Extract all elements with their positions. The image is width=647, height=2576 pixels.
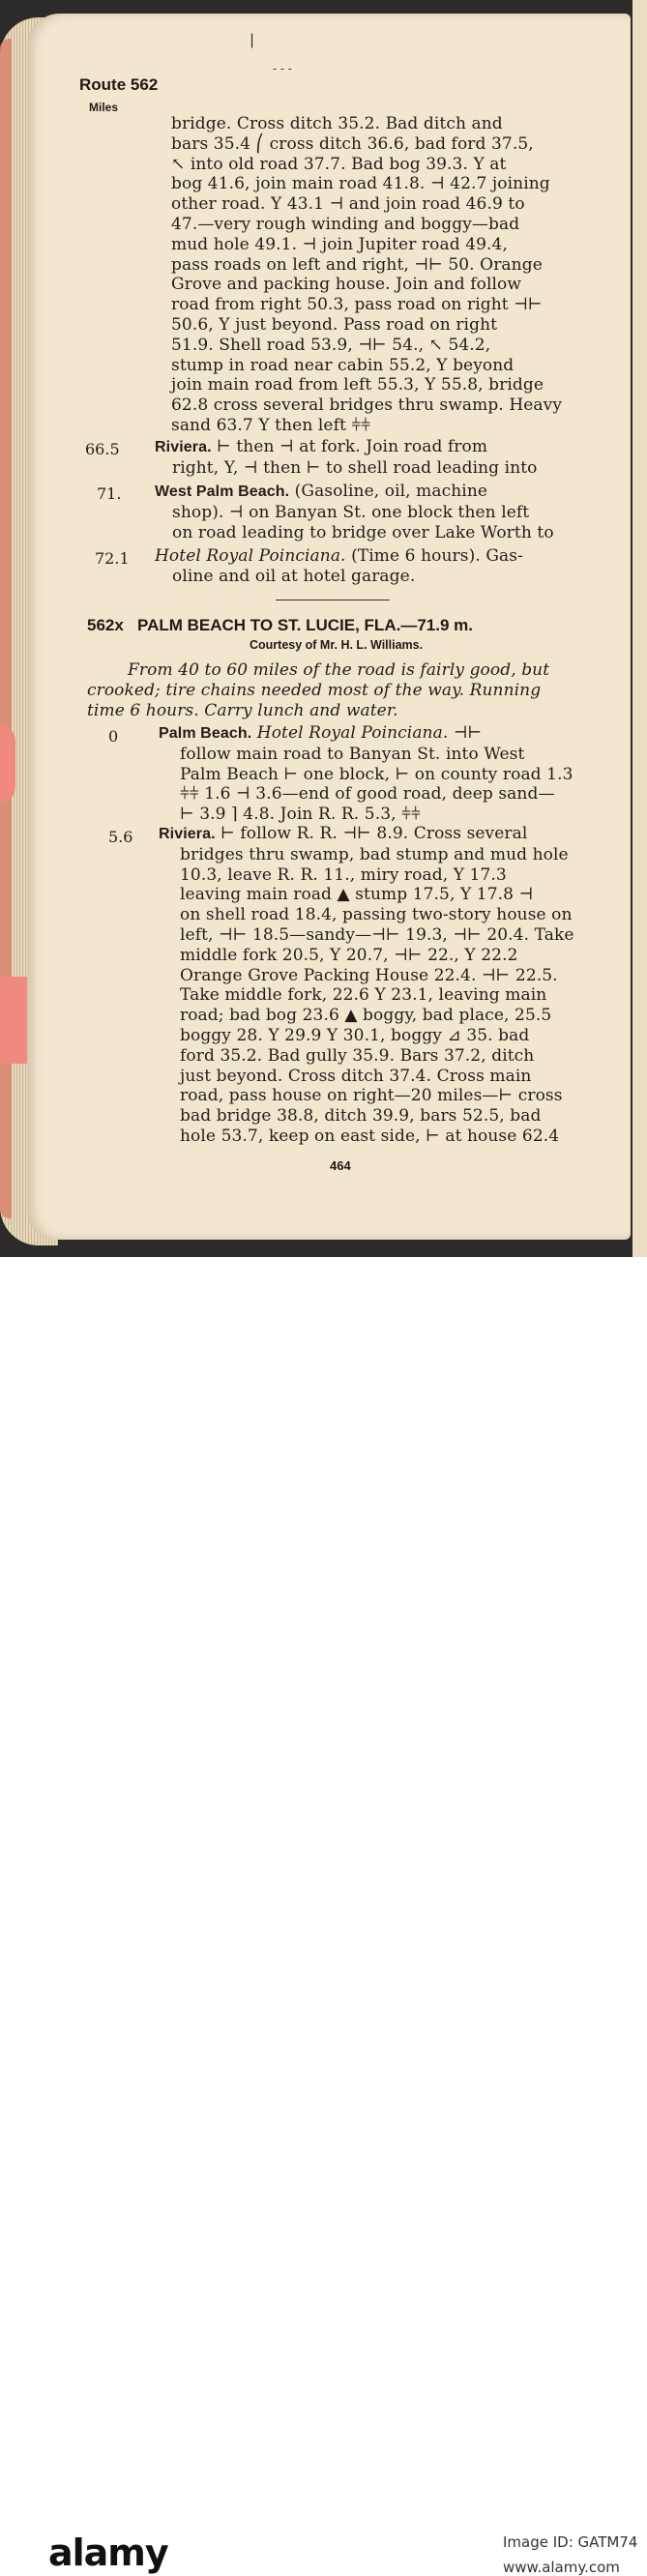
next-page-edge <box>632 0 647 1257</box>
text-line: just beyond. Cross ditch 37.4. Cross main <box>180 1066 532 1086</box>
route-entry-palm-beach <box>159 723 592 825</box>
route-entry-riviera <box>155 437 590 479</box>
miles-label: Miles <box>89 101 119 114</box>
place-name: West Palm Beach. <box>155 483 290 500</box>
mile-number: 0 <box>108 727 119 746</box>
running-head: Route 562 <box>79 75 159 94</box>
text-line: other road. Y 43.1 ⊣ and join road 46.9 to <box>171 194 525 215</box>
place-name: Hotel Royal Poinciana. <box>155 546 346 566</box>
text-line: 10.3, leave R. R. 11., miry road, Y 17.3 <box>180 864 507 885</box>
route-code: 562x <box>87 616 124 634</box>
text-line: pass roads on left and right, ⊣⊢ 50. Orange <box>171 254 543 275</box>
text-line: on shell road 18.4, passing two-story house on <box>180 905 573 925</box>
route-intro <box>87 660 592 720</box>
place-name: Palm Beach. <box>159 725 252 742</box>
route-entry-west-palm-beach <box>155 482 590 542</box>
mile-number: 5.6 <box>108 828 133 846</box>
mile-number: 72.1 <box>95 549 130 568</box>
text-line: bridge. Cross ditch 35.2. Bad ditch and <box>171 114 503 133</box>
text-line: oline and oil at hotel garage. <box>172 566 416 586</box>
text-line: join main road from left 55.3, Y 55.8, bridge <box>171 375 544 395</box>
site-url: www.alamy.com <box>503 2559 620 2576</box>
mile-number: 71. <box>97 484 122 503</box>
place-name: Riviera. <box>159 826 216 842</box>
text-line: road from right 50.3, pass road on right ⊣⊢ <box>171 295 543 315</box>
text-line: ford 35.2. Bad gully 35.9. Bars 37.2, ditch <box>180 1045 535 1066</box>
route-562x-header <box>87 616 473 635</box>
book-photo <box>0 0 647 1257</box>
text-line: road; bad bog 23.6 ▲ boggy, bad place, 25.5 <box>180 1006 552 1026</box>
text-line: boggy 28. Y 29.9 Y 30.1, boggy ⊿ 35. bad <box>180 1025 530 1045</box>
text-line: stump in road near cabin 55.2, Y beyond <box>171 355 515 375</box>
text-line: 50.6, Y just beyond. Pass road on right <box>171 314 498 335</box>
text-line: sand 63.7 Y then left ⫩⫩ <box>171 415 371 435</box>
text-line: (Time 6 hours). Gas- <box>351 546 523 566</box>
watermark-footer <box>0 1257 647 2576</box>
text-line: Hotel Royal Poinciana. ⊣⊢ <box>256 723 483 743</box>
text-line: bad bridge 38.8, ditch 39.9, bars 52.5, bad <box>180 1106 542 1127</box>
text-line: leaving main road ▲ stump 17.5, Y 17.8 ⊣ <box>180 885 534 905</box>
text-line: ⊢ follow R. R. ⊣⊢ 8.9. Cross several <box>221 824 528 843</box>
image-id: Image ID: GATM74 <box>503 2533 638 2551</box>
mile-number: 66.5 <box>85 440 120 458</box>
text-line: (Gasoline, oil, machine <box>294 482 488 501</box>
courtesy-line: Courtesy of Mr. H. L. Williams. <box>250 638 424 652</box>
place-name: Riviera. <box>155 439 212 455</box>
text-line: crooked; tire chains needed most of the way. Running <box>87 680 542 700</box>
text-line: follow main road to Banyan St. into West <box>180 744 525 764</box>
text-line: shop). ⊣ on Banyan St. one block then left <box>172 502 530 522</box>
text-line: bars 35.4 ⎛ cross ditch 36.6, bad ford 37.5, <box>171 133 534 154</box>
text-line: 47.—very rough winding and boggy—bad <box>171 214 520 234</box>
text-line: ⫩⫩ 1.6 ⊣ 3.6—end of good road, deep sand— <box>180 784 555 805</box>
alamy-logo: alamy <box>48 2532 168 2574</box>
route-562-continuation <box>171 114 587 436</box>
text-line: Grove and packing house. Join and follow <box>171 275 522 295</box>
text-line: on road leading to bridge over Lake Worth to <box>172 522 554 542</box>
text-line: 51.9. Shell road 53.9, ⊣⊢ 54., ↖ 54.2, <box>171 335 491 355</box>
text-line: time 6 hours. Carry lunch and water. <box>87 700 398 720</box>
route-title: PALM BEACH TO ST. LUCIE, FLA.—71.9 m. <box>137 616 473 634</box>
text-line: 62.8 cross several bridges thru swamp. Heavy <box>171 395 563 416</box>
top-tick: | <box>250 31 255 48</box>
text-line: ⊢ 3.9 ⌉ 4.8. Join R. R. 5.3, ⫩⫩ <box>180 805 421 825</box>
text-line: bog 41.6, join main road 41.8. ⊣ 42.7 joining <box>171 174 550 194</box>
text-line: Take middle fork, 22.6 Y 23.1, leaving main <box>180 985 547 1006</box>
text-line: middle fork 20.5, Y 20.7, ⊣⊢ 22., Y 22.2 <box>180 945 518 965</box>
text-line: Palm Beach ⊢ one block, ⊢ on county road 1.3 <box>180 764 573 784</box>
page-number: 464 <box>330 1158 351 1173</box>
text-line: mud hole 49.1. ⊣ join Jupiter road 49.4, <box>171 234 508 254</box>
text-line: left, ⊣⊢ 18.5—sandy—⊣⊢ 19.3, ⊣⊢ 20.4. Take <box>180 924 574 945</box>
page-tab <box>0 725 15 803</box>
text-line: road, pass house on right—20 miles—⊢ cross <box>180 1086 563 1106</box>
text-line: right, Y, ⊣ then ⊢ to shell road leading into <box>172 457 538 478</box>
text-line: Orange Grove Packing House 22.4. ⊣⊢ 22.5. <box>180 965 558 985</box>
text-line: From 40 to 60 miles of the road is fairly good, but <box>128 660 550 680</box>
route-entry-hotel <box>155 546 590 587</box>
top-mark: - - - <box>273 62 292 75</box>
text-line: ↖ into old road 37.7. Bad bog 39.3. Y at <box>171 154 507 174</box>
text-line: ⊢ then ⊣ at fork. Join road from <box>217 437 488 456</box>
route-entry-riviera-562x <box>159 824 592 1147</box>
text-line: hole 53.7, keep on east side, ⊢ at house 62.4 <box>180 1126 560 1146</box>
text-line: bridges thru swamp, bad stump and mud hole <box>180 844 569 864</box>
